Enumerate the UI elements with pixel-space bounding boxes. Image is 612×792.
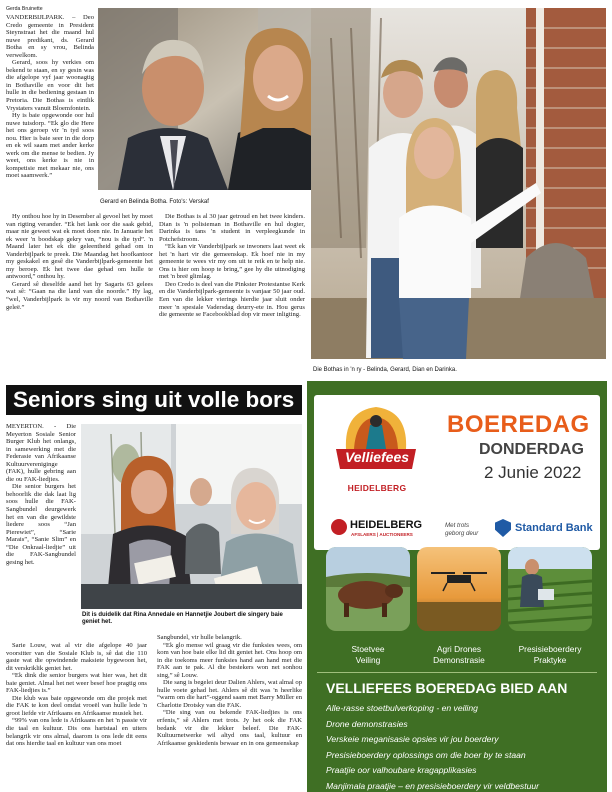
sponsor-heidelberg-name: HEIDELBERG — [350, 519, 423, 531]
article1-para: VANDERBIJLPARK. – Deo Credo gemeente in President Steynstraat het die maand hul nuwe predikant, ds. Gerard Botha en sy vrou, Belinda verwelkom. — [6, 14, 94, 59]
article1-para: Gerard sê dieselfde aand het hy Sagaris 63 gelees wat sê: “Gaan na die land van die noorde.” Hy lag, “wel, Vanderbijlpark is vir my noord van Bothaville geleë.” — [6, 280, 153, 311]
advertisement-boeredag[interactable] — [307, 381, 607, 792]
velliefees-logo-text: Velliefees — [344, 449, 410, 465]
sponsor-tagline: Met trots geborg deur — [445, 522, 479, 537]
velliefees-logo — [326, 399, 426, 477]
photo-gerard-belinda — [98, 8, 343, 190]
caption-gerard-belinda: Gerard en Belinda Botha. Foto's: Verskaf — [100, 199, 209, 205]
standard-bank-logo — [495, 519, 511, 537]
drone-image — [417, 547, 501, 631]
article2-column-1 — [6, 423, 76, 638]
ad-bullet: Verskeie meganisasie opsies vir jou boerdery — [326, 734, 499, 745]
tile-precision-farming — [508, 547, 592, 631]
ad-bullet-list — [326, 701, 598, 792]
tile-cattle — [326, 547, 410, 631]
article2-para: Die senior burgers het behoorlik die dak laat lig soos hulle die FAK-Sangbundel deurgewerk het en van die gewildste liedere soos “Jan Pierewiet”, “Sarie Marais”, “Sanie Slim” en “Die Onkraal-liedjie” uit die FAK-Sangbundel gesing het. — [6, 483, 76, 566]
tile-label-precision-line1: Presisieboerdery — [518, 644, 582, 654]
photo-botha-family-image — [311, 8, 606, 359]
ad-bullet: Drone demonstrasies — [326, 718, 408, 729]
tile-label-drone-line1: Agri Drones — [436, 644, 482, 654]
caption-botha-family: Die Bothas in 'n ry - Belinda, Gerard, Dian en Darinka. — [313, 367, 457, 373]
heidelberg-auctioneers-logo — [331, 519, 347, 535]
sponsor-standard-bank: Standard Bank — [515, 522, 593, 534]
ad-top-panel — [314, 395, 600, 550]
headline-seniors: Seniors sing uit volle bors — [6, 385, 302, 415]
article1-column-1 — [6, 14, 94, 219]
tile-label-cattle — [320, 644, 416, 666]
tile-drone — [417, 547, 501, 631]
tile-label-cattle-line2: Veiling — [355, 655, 381, 665]
tile-label-drone-line2: Demonstrasie — [433, 655, 485, 665]
article2-para: Sangbundel, vir hulle belangrik. — [157, 634, 242, 641]
article2-para: “99% van ons lede is Afrikaans en het 'n passie vir die taal en kultuur. Dis ons hartstaal en uiters belangrik vir ons almal, daarom is ons lede dit eens dat ons hierdie taal en kultuur van ons moet — [6, 717, 147, 748]
ad-title-date: 2 Junie 2022 — [484, 463, 582, 482]
article2-para: “Ek dink die senior burgers wat hier was, het dit baie geniet. Almal het net weer besef hoe pragtig ons FAK-liedjies is.” — [6, 672, 147, 695]
article1-para: Die Bothas is al 30 jaar getroud en het twee kinders. Dian is 'n polisieman in Bothaville en hul dogter, Darinka is tans 'n student in verpleegkunde in Potchefstroom. — [159, 213, 305, 243]
tile-label-drone — [411, 644, 507, 666]
article2-para: Die sang is begelei deur Dalien Ahlers, wat almal op hulle voete gehad het. Ahlers sê dit was 'n heerlike “warm om die hart”-oggend saam met Barry Müller en Charlotte Drotsky van die FAK. — [157, 679, 302, 709]
velliefees-logo-subtext: HEIDELBERG — [347, 483, 407, 493]
tile-label-cattle-line1: Stoetvee — [351, 644, 385, 654]
article1-column-1b — [6, 213, 153, 375]
ad-bullet: Manjimala praatjie – en presisieboerdery vir veldbestuur — [326, 780, 540, 791]
article2-column-bottom-right — [157, 634, 302, 792]
article1-para: Deo Credo is deel van die Pinkster Protestantse Kerk en die Vanderbijlpark-gemeente is vanjaar 50 jaar oud. Een van die lekker vierings hierdie jaar sluit onder meer 'n spesiale Vadersdag deurry-ete in. Hou gerus die gemeente se Facebookblad dop vir meer inligting. — [159, 280, 305, 319]
ad-bullet: Presisieboerdery oplossings om die boer by te staan — [326, 749, 526, 760]
ad-divider — [317, 672, 597, 673]
precision-farming-image — [508, 547, 592, 631]
article2-para: Die klub was baie opgewonde om die projek met die FAK te kon deel omdat vroeël van hulle lede 'n groot liefde vir Afrikaans en Afrikaanse musiek het. — [6, 694, 147, 717]
article2-para: “Die sing van ou bekende FAK-liedjies is ons erfenis,” sê Ahlers met trots. Jy het ook die FAK bedank vir die lekker beleef. Die FAK-Kultuurnetwerke wil altyd ons taal, kultuur en Afrikaanse geskiedenis bewaar en in ons gemeenskap — [157, 709, 302, 747]
article2-para: Sarie Louw, wat al vir die afgelope 40 jaar voorsitter van die Sosiale Klub is, sê dat die 110 gaste wat die opwindende maksiete bygewoon het, dit verskriklik geniet het. — [6, 642, 147, 672]
velliefees-logo-graphic — [326, 399, 426, 477]
photo-gerard-belinda-image — [98, 8, 343, 190]
ad-bullet: Praatjie oor valhoubare kragapplikasies — [326, 765, 477, 776]
photo-seniors-singing — [81, 424, 302, 609]
article2-column-bottom-left — [6, 642, 147, 792]
ad-title-boeredag: BOEREDAG — [447, 411, 590, 438]
article1-column-2 — [159, 213, 305, 375]
ad-bullet: Alle-rasse stoetbulverkoping - en veiling — [326, 703, 478, 713]
ad-banner-title: VELLIEFEES BOEREDAG BIED AAN — [326, 680, 568, 696]
caption-seniors: Dit is duidelik dat Rina Annedale en Hannetjie Joubert die singery baie geniet het. — [82, 612, 283, 625]
photo-seniors-singing-image — [81, 424, 302, 609]
article1-para: Hy onthou hoe hy in Desember al gevoel het hy moet van rigting verander. “Ek het lank oor die saak gebid, maar nie geweet wat ek moet doen nie. In Januarie het ek weer 'n boodskap gekry van, “nou is die tyd”. 'n Maand later het ek die geleentheid gehad om in Vanderbijlpark te preek. Die Maandag het hoofkantoor my geskakel en gesê die Vanderbijlpark-gemeente het my beroep. Ek het twee dae gehad om hulle te antwoord,” onthou hy. — [6, 213, 153, 281]
photo-botha-family — [311, 8, 606, 359]
cattle-image — [326, 547, 410, 631]
article1-para: Gerard, soos hy verkies om bekend te staan, en sy gesin was die afgelope vyf jaar woonagtig in Bothaville en voor dit het hulle in die bediening gestaan in Pretoria. Die Bothas is eintlik Vrystaters vanuit Bloemfontein. — [6, 59, 94, 112]
ad-title-day: DONDERDAG — [479, 441, 584, 458]
byline: Gerda Bruinette — [6, 6, 43, 12]
article1-para: “Ek kan vir Vanderbijlpark se inwoners laat weet ek het 'n hart vir die gemeenskap. Ek hoef nie in my gemeente te wees vir my om uit te reik en te help nie. Ons is hier om hoop te bring,” gee hy die uitnodiging met 'n breë glimlag. — [159, 243, 305, 281]
article2-para: MEYERTON. - Die Meyerton Sosiale Senior Burger Klub het onlangs, in samewerking met die Federasie van Afrikaanse Kultuurvereniginge (FAK), hulle gebring aan die ou FAK-liedjies. — [6, 423, 76, 483]
tile-label-precision — [502, 644, 598, 666]
tile-label-precision-line2: Praktyke — [533, 655, 567, 665]
article1-para: Hy is baie opgewonde oor hul nuwe tuisdorp. “Ek glo die Here het ons geroep vir 'n tyd soos nou. Hier is baie seer in die dorp en ek wil saam met ander kerke werk om die mense te bedien. Jy weet, ons kerke is nie in kompetisie met mekaar nie, ons moet saamwerk.” — [6, 112, 94, 180]
article2-para: “Ek glo mense wil graag vir die funksies wees, om kom van hoe baie elke lid dit geniet het. Ons hoop om in die toekoms meer funksies hand aan hand met die FAK aan te pak. Al die bestekers won net sonhou sing,” sê Louw. — [157, 641, 302, 679]
sponsor-heidelberg-sub: AFSLAERS | AUCTIONEERS — [351, 532, 413, 537]
